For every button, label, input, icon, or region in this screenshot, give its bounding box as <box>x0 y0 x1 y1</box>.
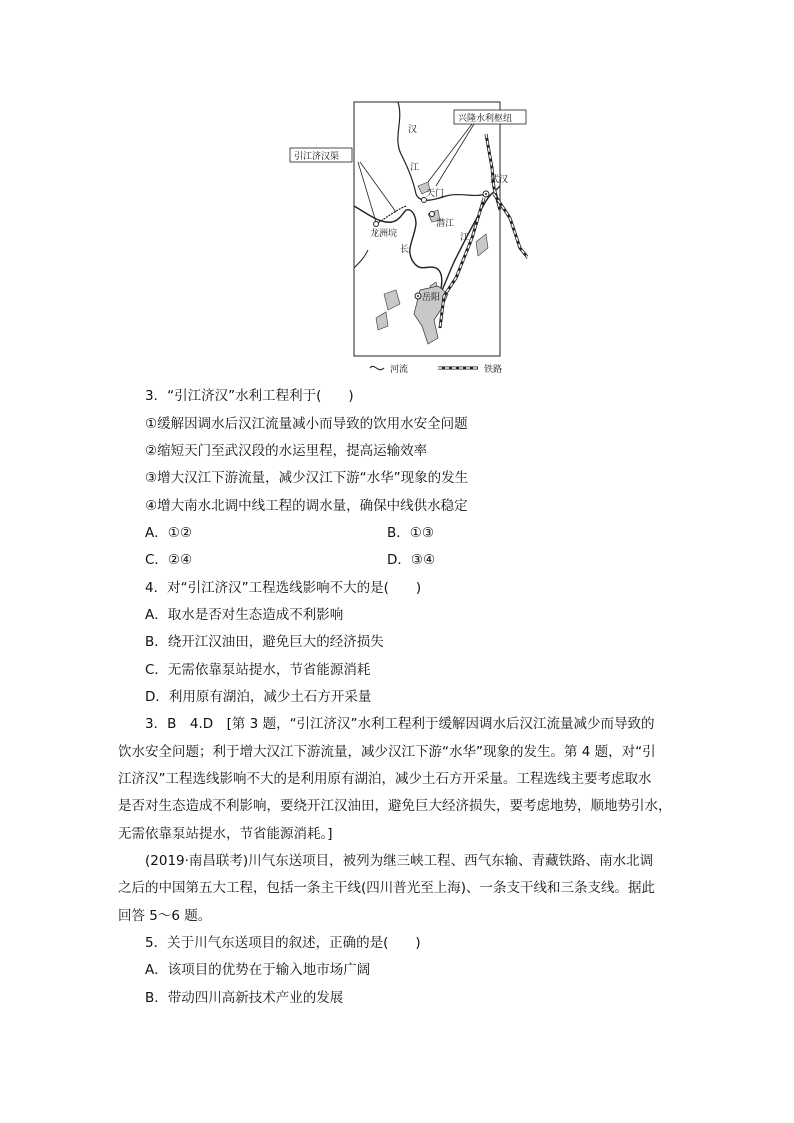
q5-option-a: A．该项目的优势在于输入地市场广阔 <box>145 962 371 978</box>
xinglong-label: 兴隆水利枢纽 <box>458 114 513 124</box>
q4-option-a: A．取水是否对生态造成不利影响 <box>145 607 344 623</box>
q4-option-d: D．利用原有湖泊，减少土石方开采量 <box>145 689 372 705</box>
q3-option-d: D．③④ <box>387 552 436 568</box>
qianjiang-marker <box>430 212 435 217</box>
han-label: 汉 <box>408 125 418 135</box>
q3-option-b: B．①③ <box>387 525 434 541</box>
q4-stem: 4．对“引江济汉”工程选线影响不大的是( ) <box>145 580 422 596</box>
longzhouyuan-marker <box>374 222 379 227</box>
passage-line-1: (2019·南昌联考)川气东送项目，被列为继三峡工程、西气东输、青藏铁路、南水北调 <box>145 853 654 869</box>
answer-line-4: 是否对生态造成不利影响，要绕开江汉油田，避免巨大经济损失，要考虑地势，顺地势引水， <box>118 798 672 814</box>
q5-option-b: B．带动四川高新技术产业的发展 <box>145 990 344 1006</box>
q3-item-1: ①缓解因调水后汉江流量减小而导致的饮用水安全问题 <box>145 416 468 432</box>
longzhouyuan-label: 龙洲垸 <box>370 229 398 239</box>
q5-stem: 5．关于川气东送项目的叙述，正确的是( ) <box>145 935 421 951</box>
passage-line-2: 之后的中国第五大工程，包括一条主干线(四川普光至上海)、一条支干线和三条支线。据此 <box>118 880 656 896</box>
q3-item-3: ③增大汉江下游流量，减少汉江下游“水华”现象的发生 <box>145 470 469 486</box>
wuhan-label: 武汉 <box>490 175 509 185</box>
answer-line-1: 3．B 4.D [第 3 题，“引江济汉”水利工程利于缓解因调水后汉江流量减少而导致的 <box>145 716 655 732</box>
jiang-label-1: 江 <box>410 163 420 173</box>
passage-line-3: 回答 5～6 题。 <box>118 908 212 924</box>
q3-item-4: ④增大南水北调中线工程的调水量，确保中线供水稳定 <box>145 498 468 514</box>
q4-option-c: C．无需依靠泵站提水，节省能源消耗 <box>145 662 371 678</box>
legend-railway-label: 铁路 <box>484 365 503 375</box>
qianjiang-label: 潜江 <box>436 219 455 229</box>
legend-river-icon <box>370 366 384 369</box>
jiang-label-2: 江 <box>460 233 470 243</box>
tianmen-label: 天门 <box>426 189 445 199</box>
yueyang-label: 岳阳 <box>422 293 441 303</box>
q3-option-c: C．②④ <box>145 552 193 568</box>
legend-river-label: 河流 <box>390 365 409 375</box>
q3-option-a: A．①② <box>145 525 192 541</box>
chang-label: 长 <box>400 245 410 255</box>
answer-line-5: 无需依靠泵站提水，节省能源消耗。] <box>118 826 333 842</box>
answer-line-2: 饮水安全问题；利于增大汉江下游流量，减少汉江下游“水华”现象的发生。第 4 题，对“引 <box>118 744 656 760</box>
map-figure <box>288 98 528 380</box>
q4-option-b: B．绕开江汉油田，避免巨大的经济损失 <box>145 634 384 650</box>
yinjiang-label: 引江济汉渠 <box>294 152 340 162</box>
q3-stem: 3．“引江济汉”水利工程利于( ) <box>145 388 354 404</box>
q3-item-2: ②缩短天门至武汉段的水运里程，提高运输效率 <box>145 443 428 459</box>
answer-line-3: 江济汉”工程选线影响不大的是利用原有湖泊，减少土石方开采量。工程选线主要考虑取水 <box>118 771 652 787</box>
map-svg <box>288 98 528 380</box>
